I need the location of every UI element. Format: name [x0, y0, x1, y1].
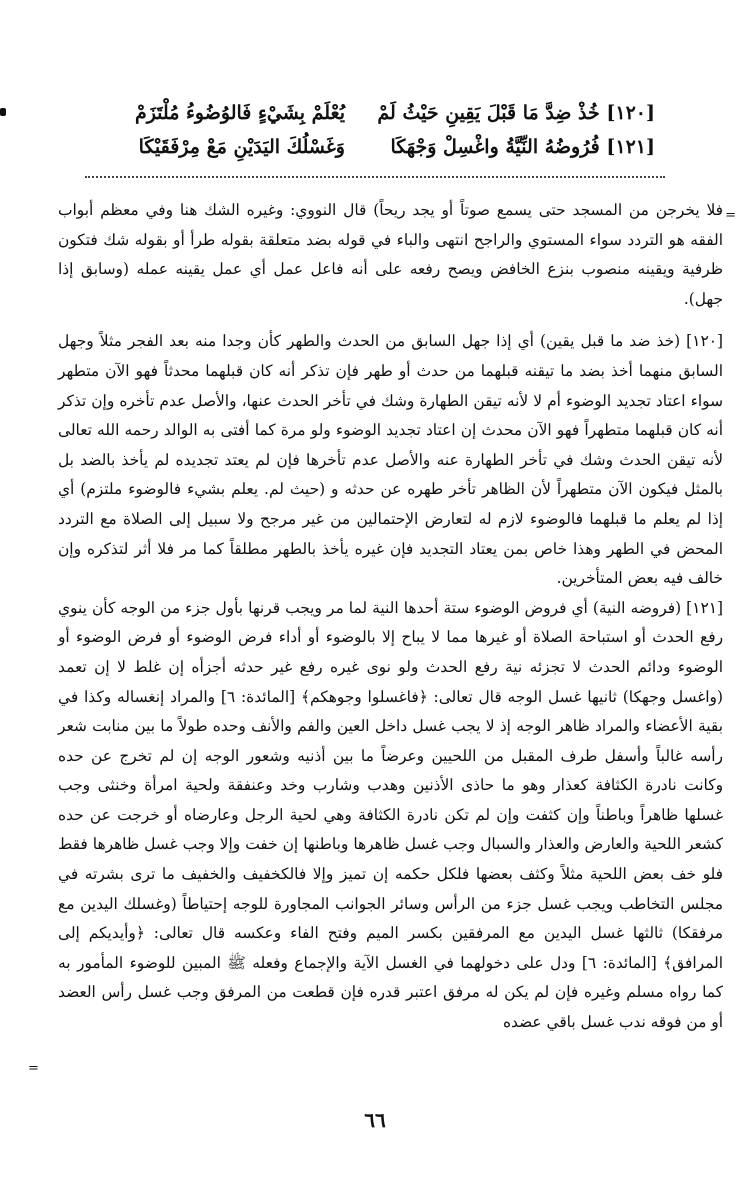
page-number: ٦٦ [364, 1108, 386, 1132]
verse-120 [95, 96, 655, 130]
verse-first-hemistich: [١٢١] فُرُوضُهُ النِّيَّةُ واغْسِلْ وَجْهَكَا [390, 136, 655, 158]
continuation-marker-start: = [725, 208, 736, 223]
verse-second-hemistich: يُعْلَمْ بِشَيْءٍ فَالوُضُوءُ مُلْتَزَمْ [134, 102, 345, 124]
verse-second-hemistich: وَغَسْلُكَ اليَدَيْنِ مَعْ مِرْفَقَيْكَا [138, 136, 345, 158]
paragraph: فلا يخرجن من المسجد حتى يسمع صوتاً أو يجد ريحاً) قال النووي: وغيره الشك هنا وفي معظم أبواب الفقه هو التردد سواء المستوي والراجح انتهى والباء في قوله بضد متعلقة بقوله طرأ أو بقوله شك فتكون ظرفية ويقينه منصوب بنزع الخافض ويصح رفعه على أنه فاعل عمل أي عمل يقينه عمله (وسابق إذا جهل). [58, 201, 723, 308]
verse-first-hemistich: [١٢٠] خُذْ ضِدَّ مَا قَبْلَ يَقِينِ حَيْثُ لَمْ [377, 102, 655, 124]
poem-verses [95, 96, 655, 164]
dotted-separator [85, 176, 665, 178]
continuation-marker-end: = [28, 1061, 39, 1076]
paragraph: [١٢٠] (خذ ضد ما قبل يقين) أي إذا جهل السابق من الحدث والطهر كأن وجدا منه بعد الفجر مثلاً وجهل السابق منهما أخذ بضد ما تيقنه قبلهما من حدث أو طهر فإن تذكر أنه كان قبلهما محدثاً فهو الآن متطهر سواء اعتاد تجديد الوضوء أم لا لأنه تيقن الطهارة وشك في تأخر الحدث عنها، والأصل عدم تأخره وإن تذكر أنه كان قبلهما متطهراً فهو الآن محدث إن اعتاد تجديد الوضوء ولو مرة كما أفتى به الوالد رحمه الله تعالى لأنه تيقن الحدث وشك في تأخر الطهارة عنه والأصل عدم تأخرها فإن لم يعتد تجديده لم يأخذ بالضد بل بالمثل فيكون الآن متطهراً لأن الظاهر تأخر طهره عن حدثه و (حيث لم. يعلم بشيء فالوضوء ملتزم) أي إذا لم يعلم ما قبلهما فالوضوء لازم له لتعارض الإحتمالين من غير مرجح ولا سبيل إلى الصلاة مع التردد المحض في الطهر وهذا خاص بمن يعتاد التجديد فإن غيره يأخذ بالطهر مطلقاً كما مر فلا أثر لتذكره وإن خالف فيه بعض المتأخرين. [58, 332, 723, 588]
paragraph: [١٢١] (فروضه النية) أي فروض الوضوء ستة أحدها النية لما مر ويجب قرنها بأول جزء من الوجه كأن ينوي رفع الحدث أو استباحة الصلاة أو غيرها مما لا يباح إلا بالوضوء أو أداء فرض الوضوء أو فرض الوضوء أو الوضوء ودائم الحدث لا تجزئه نية رفع الحدث ولو نوى غيره رفع غير حدثه أجزأه إن غلط لا إن تعمد (واغسل وجهكا) ثانيها غسل الوجه قال تعالى: ﴿فاغسلوا وجوهكم﴾ [المائدة: ٦] والمراد إنغساله وكذا في بقية الأعضاء والمراد ظاهر الوجه إذ لا يجب غسل داخل العين والفم والأنف وحده طولاً ما بين منابت شعر رأسه غالباً وأسفل طرف المقبل من اللحيين وعرضاً ما بين أذنيه وشعور الوجه إن لم تخرج عن حده وكانت نادرة الكثافة كعذار وهو ما حاذى الأذنين وهدب وشارب وخد وعنفقة ولحية امرأة وخنثى وجب غسلها ظاهراً وباطناً وإن كثفت وإن لم تكن نادرة الكثافة وهي لحية الرجل وعارضاه أو خرجت عن حده كشعر اللحية والعارض والعذار والسبال وجب غسل ظاهرها وباطنها إن خفت وإلا وجب غسل ظاهرها فقط فلو خف بعض اللحية مثلاً وكثف بعضها فلكل حكمه إن تميز وإلا فالكخفيف والخفيف ما ترى بشرته في مجلس التخاطب ويجب غسل جزء من الرأس وسائر الجوانب المجاورة للوجه إحتياطاً (وغسلك اليدين مع مرفقكا) ثالثها غسل اليدين مع المرفقين بكسر الميم وفتح الفاء وعكسه قال تعالى: ﴿وأيديكم إلى المرافق﴾ [المائدة: ٦] ودل على دخولهما في الغسل الآية والإجماع وفعله ﷺ المبين للوضوء المأمور به كما رواه مسلم وغيره فإن لم يكن له مرفق اعتبر قدره فإن قطعت من المرفق وجب غسل رأس العضد أو من فوقه ندب غسل باقي عضده [58, 598, 724, 1032]
commentary-text [58, 196, 723, 1038]
verse-121 [95, 130, 655, 164]
margin-mark [0, 108, 6, 116]
